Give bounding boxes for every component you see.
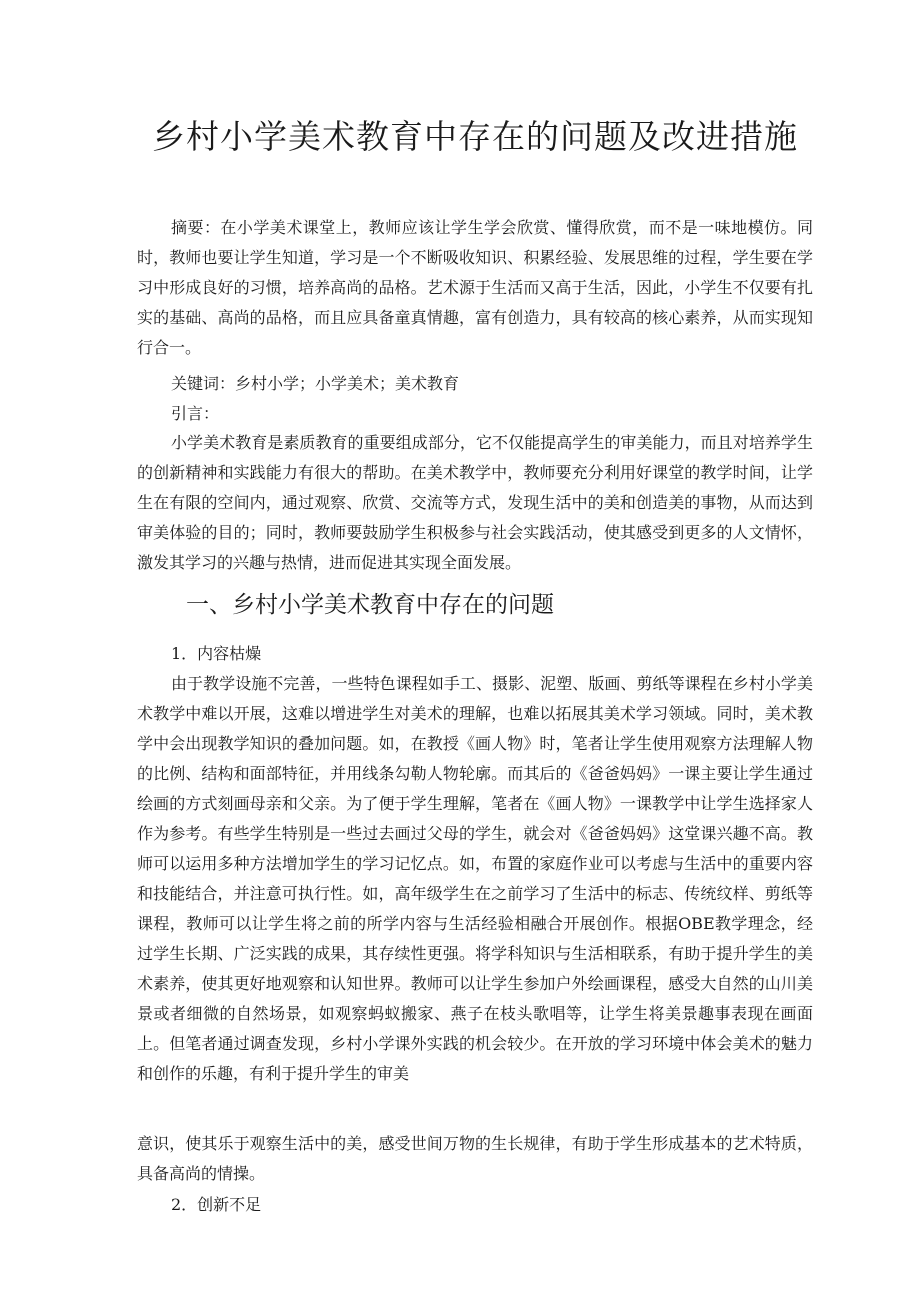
subsection-1-continuation: 意识，使其乐于观察生活中的美，感受世间万物的生长规律，有助于学生形成基本的艺术特质，具备高尚的情操。 bbox=[137, 1134, 813, 1183]
intro-paragraph: 小学美术教育是素质教育的重要组成部分，它不仅能提高学生的审美能力，而且对培养学生的创新精神和实践能力有很大的帮助。在美术教学中，教师要充分利用好课堂的教学时间，让学生在有限的空间内，通过观察、欣赏、交流等方式，发现生活中的美和创造美的事物，从而达到审美体验的目的；同时，教师要鼓励学生积极参与社会实践活动，使其感受到更多的人文情怀，激发其学习的兴趣与热情，进而促进其实现全面发展。 bbox=[137, 433, 813, 572]
intro-label: 引言： bbox=[171, 404, 220, 423]
subsection-1-body: 由于教学设施不完善，一些特色课程如手工、摄影、泥塑、版画、剪纸等课程在乡村小学美术教学中难以开展，这难以增进学生对美术的理解，也难以拓展其美术学习领域。同时，美术教学中会出现教学知识的叠加问题。如，在教授《画人物》时，笔者让学生使用观察方法理解人物的比例、结构和面部特征，并用线条勾勒人物轮廓。而其后的《爸爸妈妈》一课主要让学生通过绘画的方式刻画母亲和父亲。为了便于学生理解，笔者在《画人物》一课教学中让学生选择家人作为参考。有些学生特别是一些过去画过父母的学生，就会对《爸爸妈妈》这堂课兴趣不高。教师可以运用多种方法增加学生的学习记忆点。如，布置的家庭作业可以考虑与生活中的重要内容和技能结合，并注意可执行性。如，高年级学生在之前学习了生活中的标志、传统纹样、剪纸等课程，教师可以让学生将之前的所学内容与生活经验相融合开展创作。根据OBE教学理念，经过学生长期、广泛实践的成果，其存续性更强。将学科知识与生活相联系，有助于提升学生的美术素养，使其更好地观察和认知世界。教师可以让学生参加户外绘画课程，感受大自然的山川美景或者细微的自然场景，如观察蚂蚁搬家、燕子在枝头歌唱等，让学生将美景趣事表现在画面上。但笔者通过调查发现，乡村小学课外实践的机会较少。在开放的学习环境中体会美术的魅力和创作的乐趣，有利于提升学生的审美 bbox=[137, 674, 813, 1083]
subsection-heading-1: 1．内容枯燥 bbox=[171, 644, 262, 663]
keywords-line: 关键词：乡村小学；小学美术；美术教育 bbox=[171, 374, 460, 393]
subsection-heading-2: 2．创新不足 bbox=[171, 1195, 262, 1214]
abstract-paragraph: 摘要：在小学美术课堂上，教师应该让学生学会欣赏、懂得欣赏，而不是一味地模仿。同时，教师也要让学生知道，学习是一个不断吸收知识、积累经验、发展思维的过程，学生要在学习中形成良好的习惯，培养高尚的品格。艺术源于生活而又高于生活，因此，小学生不仅要有扎实的基础、高尚的品格，而且应具备童真情趣，富有创造力，具有较高的核心素养，从而实现知行合一。 bbox=[137, 218, 813, 357]
section-heading-1: 一、乡村小学美术教育中存在的问题 bbox=[186, 592, 554, 618]
document-title: 乡村小学美术教育中存在的问题及改进措施 bbox=[152, 117, 798, 156]
